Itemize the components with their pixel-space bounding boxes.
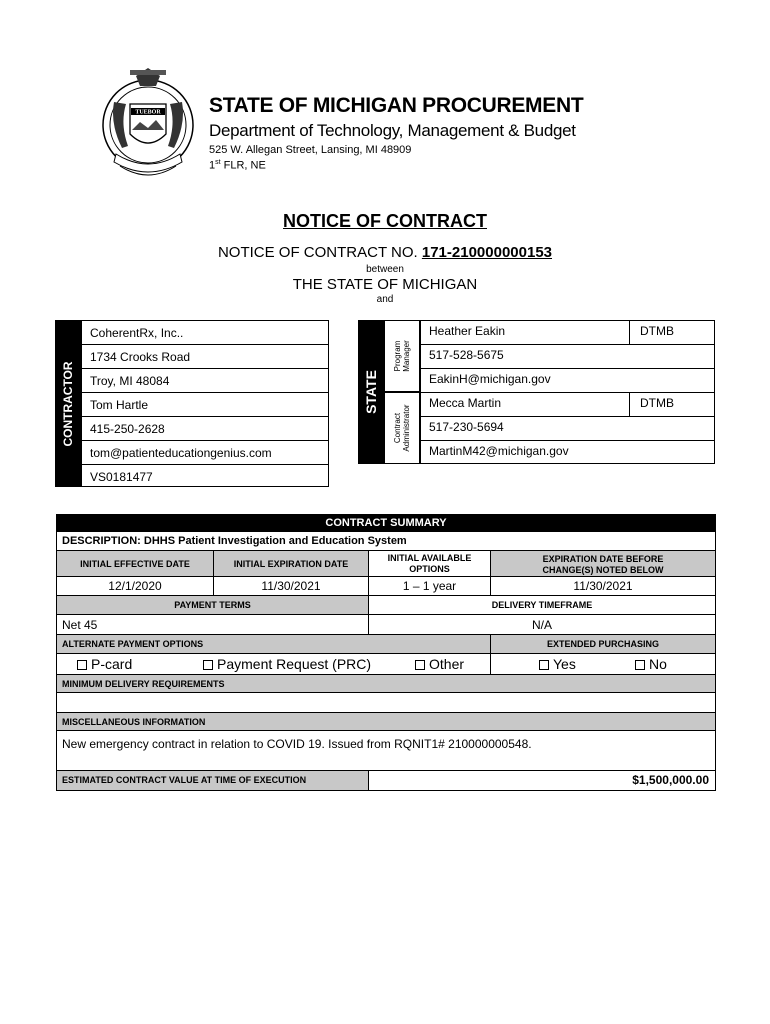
state-contacts — [420, 320, 715, 464]
ca-email: MartinM42@michigan.gov — [429, 444, 569, 458]
pm-phone: 517-528-5675 — [429, 348, 504, 362]
notice-title: NOTICE OF CONTRACT — [283, 211, 487, 231]
contractor-phone: 415-250-2628 — [82, 417, 328, 441]
pcard-checkbox[interactable] — [77, 660, 87, 670]
payment-terms: Net 45 — [57, 615, 369, 634]
min-delivery-label: MINIMUM DELIVERY REQUIREMENTS — [57, 675, 715, 693]
options-label-row — [57, 635, 715, 654]
michigan-seal-icon — [100, 64, 196, 186]
prc-checkbox[interactable] — [203, 660, 213, 670]
payment-terms-label: PAYMENT TERMS — [57, 596, 369, 614]
pm-email-row — [421, 369, 714, 393]
available-options: 1 – 1 year — [369, 577, 491, 595]
contractor-info — [81, 320, 329, 487]
min-delivery-value — [57, 693, 715, 713]
contractor-email: tom@patienteducationgenius.com — [82, 441, 328, 465]
between-label: between — [366, 264, 404, 275]
contract-value: $1,500,000.00 — [632, 773, 709, 787]
terms-values — [57, 615, 715, 635]
exp-before-date: 11/30/2021 — [573, 579, 633, 593]
pm-name: Heather Eakin — [429, 324, 506, 338]
pm-phone-row — [421, 345, 714, 369]
and-label: and — [376, 294, 394, 305]
delivery-timeframe-label: DELIVERY TIMEFRAME — [369, 596, 715, 614]
ca-agency: DTMB — [629, 393, 674, 416]
misc-information: New emergency contract in relation to COVID 19. Issued from RQNIT1# 210000000548. — [57, 731, 715, 771]
options-header: INITIAL AVAILABLE OPTIONS — [369, 551, 491, 576]
seal-motto: TUEBOR — [135, 109, 161, 116]
alt-payment-label: ALTERNATE PAYMENT OPTIONS — [57, 635, 491, 653]
state-band: STATE — [358, 320, 384, 464]
notice-number: NOTICE OF CONTRACT NO. 171-210000000153 — [217, 244, 553, 261]
date-headers — [57, 550, 715, 577]
program-manager-label: Program Manager — [384, 320, 420, 392]
pm-name-row — [421, 321, 714, 345]
yes-option[interactable]: Yes — [539, 654, 576, 675]
procurement-title: STATE OF MICHIGAN PROCUREMENT — [209, 94, 584, 117]
contractor-street: 1734 Crooks Road — [82, 345, 328, 369]
yes-checkbox[interactable] — [539, 660, 549, 670]
options-checkbox-row — [57, 654, 715, 675]
ca-phone: 517-230-5694 — [429, 420, 504, 434]
contract-value-row — [57, 771, 715, 790]
contractor-contact: Tom Hartle — [82, 393, 328, 417]
effective-date: 12/1/2020 — [57, 577, 214, 595]
ca-phone-row — [421, 417, 714, 441]
other-checkbox[interactable] — [415, 660, 425, 670]
prc-option[interactable]: Payment Request (PRC) — [203, 654, 371, 675]
department-name: Department of Technology, Management & Budget — [209, 121, 576, 140]
terms-headers — [57, 596, 715, 615]
exp-before-header: EXPIRATION DATE BEFORE CHANGE(S) NOTED BELOW — [542, 554, 664, 575]
contract-value-label: ESTIMATED CONTRACT VALUE AT TIME OF EXECUTION — [57, 771, 369, 790]
extended-purchasing-label: EXTENDED PURCHASING — [546, 639, 659, 649]
state-name: THE STATE OF MICHIGAN — [292, 276, 478, 293]
expiration-date-header: INITIAL EXPIRATION DATE — [214, 551, 369, 576]
pcard-option[interactable]: P-card — [77, 654, 132, 675]
misc-label: MISCELLANEOUS INFORMATION — [57, 713, 715, 731]
ca-name-row — [421, 393, 714, 417]
extended-purchasing-options — [491, 654, 715, 674]
summary-header: CONTRACT SUMMARY — [57, 515, 715, 532]
no-option[interactable]: No — [635, 654, 667, 675]
pm-agency: DTMB — [629, 321, 674, 344]
contract-administrator-label: Contract Administrator — [384, 392, 420, 464]
effective-date-header: INITIAL EFFECTIVE DATE — [57, 551, 214, 576]
no-checkbox[interactable] — [635, 660, 645, 670]
alt-payment-options — [57, 654, 491, 674]
contractor-city: Troy, MI 48084 — [82, 369, 328, 393]
date-values — [57, 577, 715, 596]
department-address: 525 W. Allegan Street, Lansing, MI 48909 — [209, 144, 412, 156]
pm-email: EakinH@michigan.gov — [429, 372, 551, 386]
contract-summary — [56, 514, 716, 791]
department-floor: 1st FLR, NE — [209, 159, 266, 172]
ca-email-row — [421, 441, 714, 465]
other-option[interactable]: Other — [415, 654, 464, 675]
expiration-date: 11/30/2021 — [214, 577, 369, 595]
contractor-band: CONTRACTOR — [55, 320, 81, 487]
summary-description: DESCRIPTION: DHHS Patient Investigation and Education System — [62, 535, 407, 547]
contractor-name: CoherentRx, Inc.. — [82, 321, 328, 345]
ca-name: Mecca Martin — [429, 396, 502, 410]
delivery-timeframe: N/A — [531, 618, 552, 632]
contractor-vendor-id: VS0181477 — [90, 470, 153, 484]
